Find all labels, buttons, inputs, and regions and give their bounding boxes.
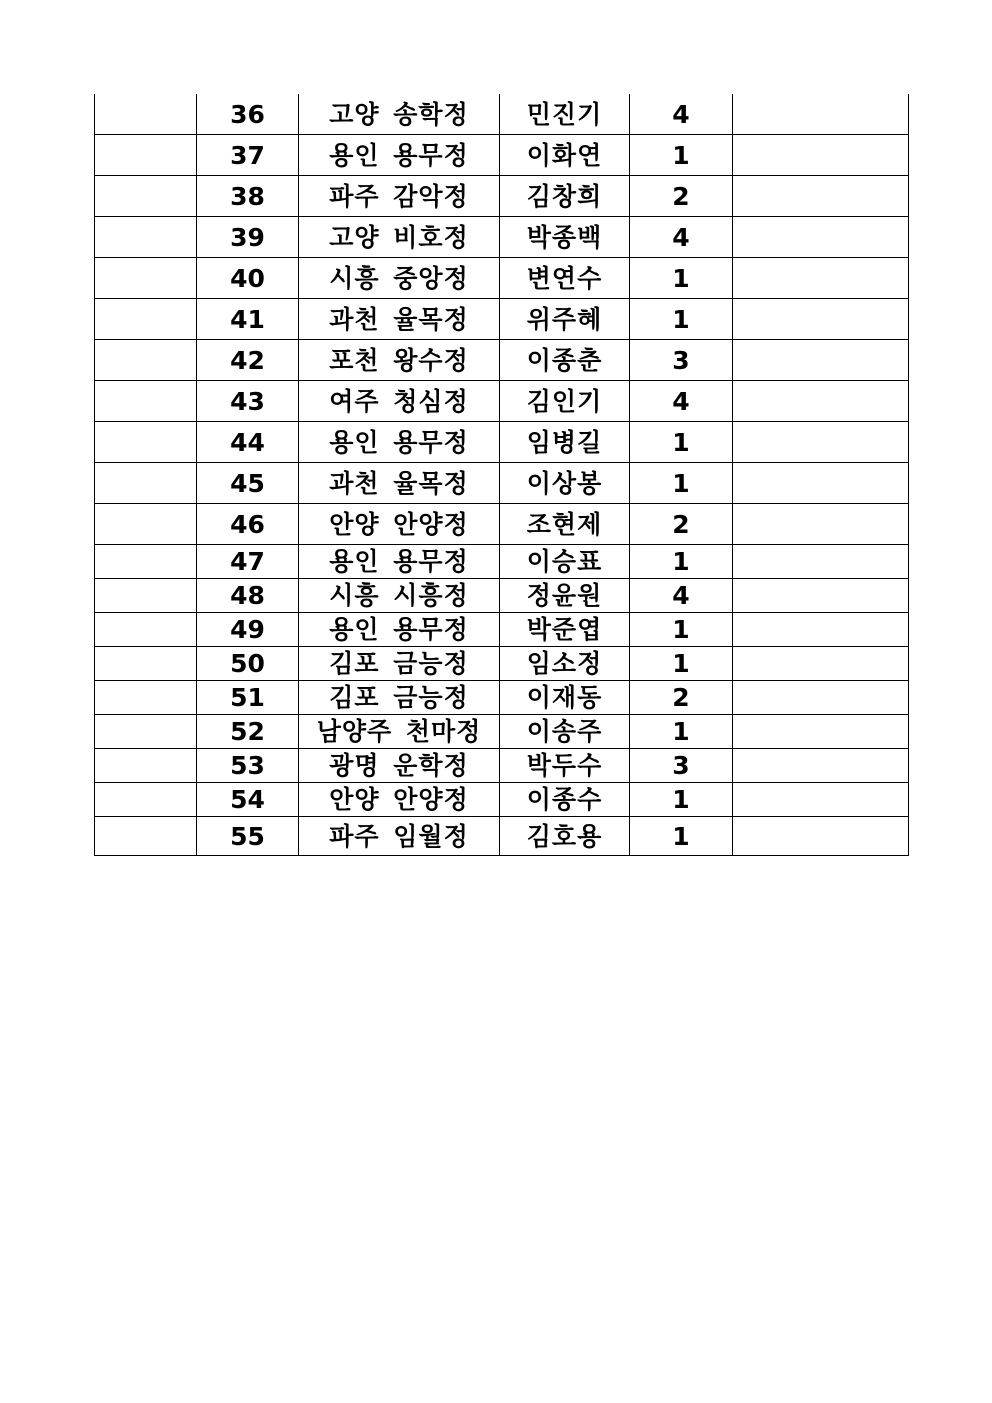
table-row bbox=[95, 783, 909, 817]
club-cell: 안양 안양정 bbox=[299, 783, 500, 817]
club-cell: 파주 임월정 bbox=[299, 817, 500, 856]
club-cell: 김포 금능정 bbox=[299, 681, 500, 715]
count-cell: 2 bbox=[630, 681, 733, 715]
note-cell bbox=[733, 681, 909, 715]
blank-cell bbox=[95, 258, 197, 299]
club-cell: 과천 율목정 bbox=[299, 299, 500, 340]
count-cell: 4 bbox=[630, 94, 733, 135]
note-cell bbox=[733, 217, 909, 258]
club-cell: 포천 왕수정 bbox=[299, 340, 500, 381]
blank-cell bbox=[95, 94, 197, 135]
club-cell: 과천 율목정 bbox=[299, 463, 500, 504]
row-number-cell: 44 bbox=[197, 422, 299, 463]
note-cell bbox=[733, 463, 909, 504]
row-number-cell: 42 bbox=[197, 340, 299, 381]
note-cell bbox=[733, 579, 909, 613]
row-number-cell: 52 bbox=[197, 715, 299, 749]
note-cell bbox=[733, 258, 909, 299]
member-name-cell: 이승표 bbox=[500, 545, 630, 579]
club-cell: 파주 감악정 bbox=[299, 176, 500, 217]
table-row bbox=[95, 613, 909, 647]
club-cell: 광명 운학정 bbox=[299, 749, 500, 783]
row-number-cell: 51 bbox=[197, 681, 299, 715]
blank-cell bbox=[95, 504, 197, 545]
club-cell: 남양주 천마정 bbox=[299, 715, 500, 749]
row-number-cell: 40 bbox=[197, 258, 299, 299]
member-name-cell: 이종춘 bbox=[500, 340, 630, 381]
row-number-cell: 41 bbox=[197, 299, 299, 340]
blank-cell bbox=[95, 681, 197, 715]
note-cell bbox=[733, 647, 909, 681]
table-row bbox=[95, 749, 909, 783]
note-cell bbox=[733, 176, 909, 217]
count-cell: 4 bbox=[630, 381, 733, 422]
club-cell: 용인 용무정 bbox=[299, 422, 500, 463]
blank-cell bbox=[95, 422, 197, 463]
club-cell: 김포 금능정 bbox=[299, 647, 500, 681]
table-row bbox=[95, 258, 909, 299]
row-number-cell: 46 bbox=[197, 504, 299, 545]
blank-cell bbox=[95, 545, 197, 579]
note-cell bbox=[733, 783, 909, 817]
note-cell bbox=[733, 135, 909, 176]
count-cell: 2 bbox=[630, 504, 733, 545]
member-name-cell: 박준엽 bbox=[500, 613, 630, 647]
member-name-cell: 이종수 bbox=[500, 783, 630, 817]
count-cell: 3 bbox=[630, 749, 733, 783]
member-name-cell: 민진기 bbox=[500, 94, 630, 135]
table-row bbox=[95, 545, 909, 579]
row-number-cell: 50 bbox=[197, 647, 299, 681]
count-cell: 1 bbox=[630, 817, 733, 856]
blank-cell bbox=[95, 817, 197, 856]
count-cell: 1 bbox=[630, 463, 733, 504]
note-cell bbox=[733, 504, 909, 545]
count-cell: 1 bbox=[630, 613, 733, 647]
note-cell bbox=[733, 340, 909, 381]
member-name-cell: 김인기 bbox=[500, 381, 630, 422]
note-cell bbox=[733, 381, 909, 422]
table-row bbox=[95, 217, 909, 258]
row-number-cell: 39 bbox=[197, 217, 299, 258]
blank-cell bbox=[95, 340, 197, 381]
member-name-cell: 이화연 bbox=[500, 135, 630, 176]
member-name-cell: 김창희 bbox=[500, 176, 630, 217]
count-cell: 3 bbox=[630, 340, 733, 381]
blank-cell bbox=[95, 715, 197, 749]
club-cell: 용인 용무정 bbox=[299, 545, 500, 579]
count-cell: 1 bbox=[630, 299, 733, 340]
row-number-cell: 45 bbox=[197, 463, 299, 504]
club-cell: 용인 용무정 bbox=[299, 613, 500, 647]
row-number-cell: 47 bbox=[197, 545, 299, 579]
blank-cell bbox=[95, 135, 197, 176]
count-cell: 1 bbox=[630, 545, 733, 579]
member-name-cell: 이상봉 bbox=[500, 463, 630, 504]
note-cell bbox=[733, 422, 909, 463]
table-row bbox=[95, 647, 909, 681]
row-number-cell: 49 bbox=[197, 613, 299, 647]
blank-cell bbox=[95, 463, 197, 504]
club-cell: 용인 용무정 bbox=[299, 135, 500, 176]
table-row bbox=[95, 463, 909, 504]
note-cell bbox=[733, 715, 909, 749]
note-cell bbox=[733, 817, 909, 856]
table-row bbox=[95, 135, 909, 176]
blank-cell bbox=[95, 647, 197, 681]
count-cell: 1 bbox=[630, 135, 733, 176]
blank-cell bbox=[95, 579, 197, 613]
member-name-cell: 박두수 bbox=[500, 749, 630, 783]
roster-table bbox=[94, 94, 909, 856]
count-cell: 1 bbox=[630, 647, 733, 681]
member-name-cell: 조현제 bbox=[500, 504, 630, 545]
row-number-cell: 38 bbox=[197, 176, 299, 217]
table-row bbox=[95, 381, 909, 422]
count-cell: 1 bbox=[630, 783, 733, 817]
member-name-cell: 위주혜 bbox=[500, 299, 630, 340]
note-cell bbox=[733, 545, 909, 579]
member-name-cell: 변연수 bbox=[500, 258, 630, 299]
club-cell: 여주 청심정 bbox=[299, 381, 500, 422]
blank-cell bbox=[95, 381, 197, 422]
count-cell: 1 bbox=[630, 258, 733, 299]
table-row bbox=[95, 681, 909, 715]
club-cell: 시흥 중앙정 bbox=[299, 258, 500, 299]
roster-body bbox=[95, 94, 909, 856]
note-cell bbox=[733, 749, 909, 783]
club-cell: 고양 송학정 bbox=[299, 94, 500, 135]
note-cell bbox=[733, 94, 909, 135]
member-name-cell: 임병길 bbox=[500, 422, 630, 463]
club-cell: 안양 안양정 bbox=[299, 504, 500, 545]
member-name-cell: 김호용 bbox=[500, 817, 630, 856]
blank-cell bbox=[95, 613, 197, 647]
club-cell: 시흥 시흥정 bbox=[299, 579, 500, 613]
table-row bbox=[95, 176, 909, 217]
table-row bbox=[95, 299, 909, 340]
member-name-cell: 이재동 bbox=[500, 681, 630, 715]
row-number-cell: 55 bbox=[197, 817, 299, 856]
count-cell: 1 bbox=[630, 422, 733, 463]
blank-cell bbox=[95, 176, 197, 217]
table-row bbox=[95, 340, 909, 381]
count-cell: 1 bbox=[630, 715, 733, 749]
row-number-cell: 36 bbox=[197, 94, 299, 135]
table-row bbox=[95, 94, 909, 135]
count-cell: 4 bbox=[630, 217, 733, 258]
row-number-cell: 48 bbox=[197, 579, 299, 613]
blank-cell bbox=[95, 217, 197, 258]
blank-cell bbox=[95, 749, 197, 783]
blank-cell bbox=[95, 299, 197, 340]
row-number-cell: 53 bbox=[197, 749, 299, 783]
row-number-cell: 37 bbox=[197, 135, 299, 176]
member-name-cell: 임소정 bbox=[500, 647, 630, 681]
row-number-cell: 43 bbox=[197, 381, 299, 422]
member-name-cell: 정윤원 bbox=[500, 579, 630, 613]
table-row bbox=[95, 422, 909, 463]
table-row bbox=[95, 817, 909, 856]
note-cell bbox=[733, 613, 909, 647]
member-name-cell: 이송주 bbox=[500, 715, 630, 749]
count-cell: 2 bbox=[630, 176, 733, 217]
club-cell: 고양 비호정 bbox=[299, 217, 500, 258]
table-row bbox=[95, 504, 909, 545]
member-name-cell: 박종백 bbox=[500, 217, 630, 258]
blank-cell bbox=[95, 783, 197, 817]
row-number-cell: 54 bbox=[197, 783, 299, 817]
note-cell bbox=[733, 299, 909, 340]
table-row bbox=[95, 715, 909, 749]
count-cell: 4 bbox=[630, 579, 733, 613]
table-row bbox=[95, 579, 909, 613]
